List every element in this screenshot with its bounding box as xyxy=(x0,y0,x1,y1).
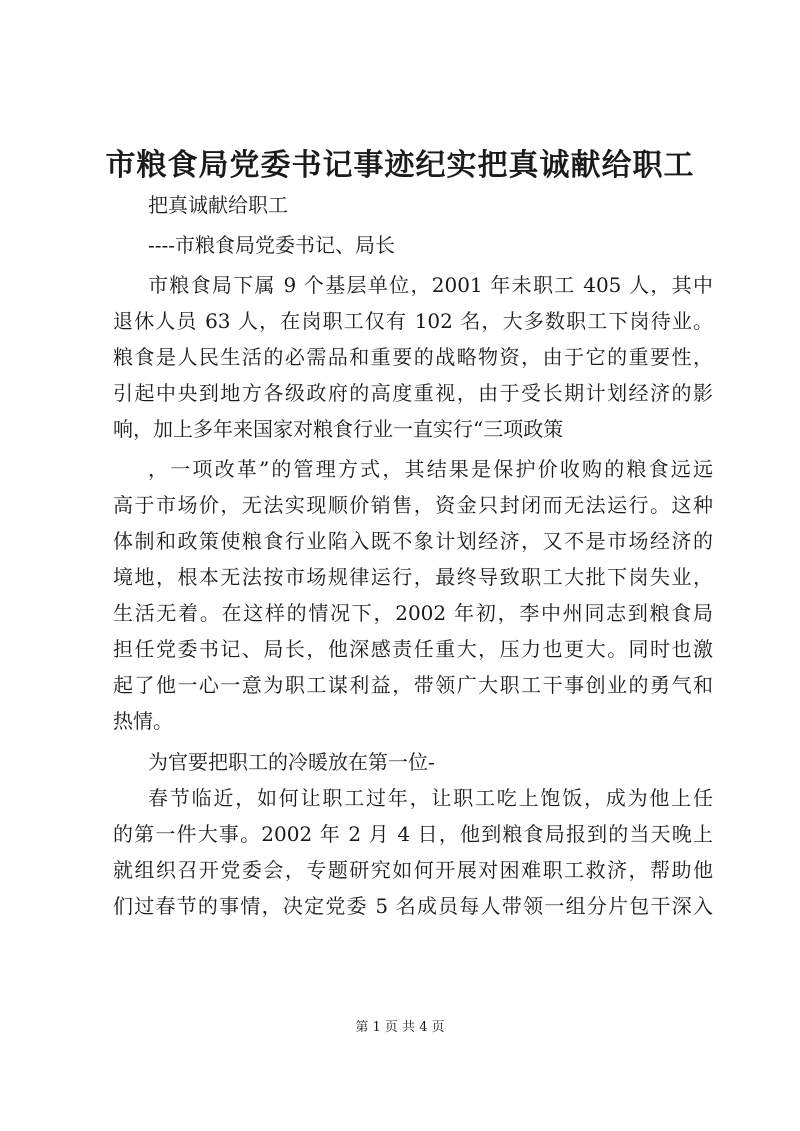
paragraph-line: 生活无着。在这样的情况下，2002 年初，李中州同志到粮食局 xyxy=(113,601,713,625)
paragraph-line: 市粮食局下属 9 个基层单位，2001 年未职工 405 人，其中 xyxy=(148,273,713,297)
paragraph-line: 境地，根本无法按市场规律运行，最终导致职工大批下岗失业， xyxy=(113,565,713,589)
subtitle: 把真诚献给职工 xyxy=(148,193,288,217)
section-heading: 为官要把职工的冷暖放在第一位- xyxy=(148,750,435,774)
author-line: ----市粮食局党委书记、局长 xyxy=(148,233,396,257)
paragraph-line: 担任党委书记、局长，他深感责任重大，压力也更大。同时也激 xyxy=(113,637,713,661)
paragraph-line: 们过春节的事情，决定党委 5 名成员每人带领一组分片包干深入 xyxy=(113,894,713,918)
paragraph-line: 热情。 xyxy=(113,709,173,733)
paragraph-line: 高于市场价，无法实现顺价销售，资金只封闭而无法运行。这种 xyxy=(113,493,713,517)
paragraph-line: 引起中央到地方各级政府的高度重视，由于受长期计划经济的影 xyxy=(113,381,713,405)
paragraph-line: 响，加上多年来国家对粮食行业一直实行“三项政策 xyxy=(113,417,564,441)
document-title: 市粮食局党委书记事迹纪实把真诚献给职工 xyxy=(105,148,695,183)
paragraph-line: 体制和政策使粮食行业陷入既不象计划经济，又不是市场经济的 xyxy=(113,529,713,553)
paragraph-line: 粮食是人民生活的必需品和重要的战略物资，由于它的重要性， xyxy=(113,345,713,369)
page-footer: 第 1 页 共 4 页 xyxy=(355,1020,445,1035)
paragraph-line: 的第一件大事。2002 年 2 月 4 日，他到粮食局报到的当天晚上 xyxy=(113,822,713,846)
paragraph-line: 春节临近，如何让职工过年，让职工吃上饱饭，成为他上任 xyxy=(148,786,713,810)
paragraph-line: 起了他一心一意为职工谋利益，带领广大职工干事创业的勇气和 xyxy=(113,673,713,697)
paragraph-line: 就组织召开党委会，专题研究如何开展对困难职工救济，帮助他 xyxy=(113,858,713,882)
paragraph-line: ，一项改革”的管理方式，其结果是保护价收购的粮食远远 xyxy=(148,457,713,481)
paragraph-line: 退休人员 63 人，在岗职工仅有 102 名，大多数职工下岗待业。 xyxy=(113,309,713,333)
